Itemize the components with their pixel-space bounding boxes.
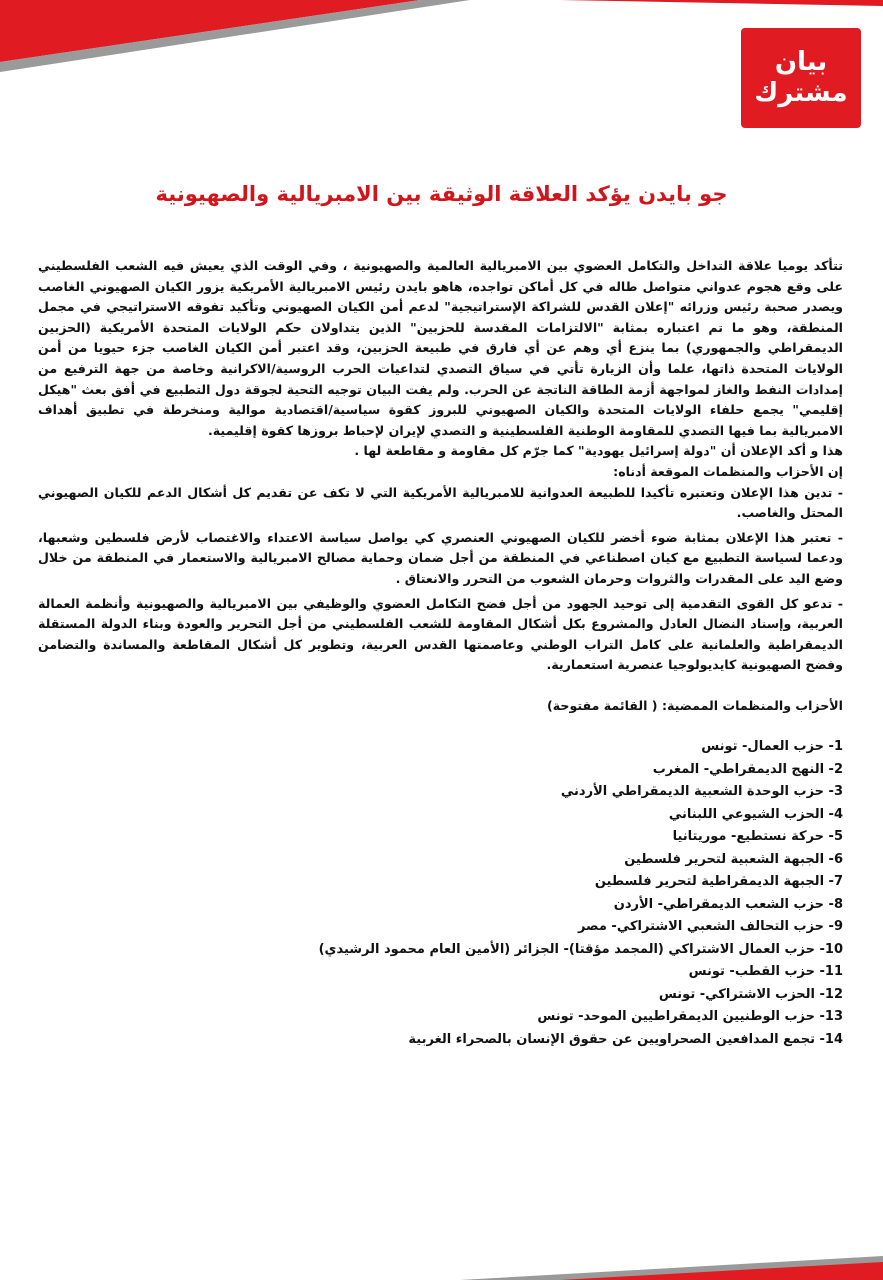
list-item: 8- حزب الشعب الديمقراطي- الأردن bbox=[613, 896, 843, 912]
list-item: 10- حزب العمال الاشتراكي (المجمد مؤقتا)- الجزائر (الأمين العام محمود الرشيدي) bbox=[318, 941, 843, 957]
list-item: 5- حركة نستطيع- موريتانيا bbox=[672, 829, 843, 845]
point-3: - تدعو كل القوى التقدمية إلى توحيد الجهود من أجل فضح التكامل العضوي والوظيفي بين الامبريالية والصهيونية وأنظمة العمالة العربية، وإسناد النضال العادل والمشروع بكل أشكال المقاومة للشعب الفلسطيني من أجل التحرير والعودة وبناء الدولة المستقلة الديمقراطية والعلمانية على كامل التراب الوطني وعاصمتها القدس العربية، وتطوير كل أشكال المقاطعة والمساندة والتضامن وفضح الصهيونية كايديولوجيا عنصرية استعمارية. bbox=[38, 595, 843, 673]
signatories-intro: إن الأحزاب والمنظمات الموقعة أدناه: bbox=[613, 463, 843, 479]
badge-line-1: بيان bbox=[774, 46, 828, 77]
point-1: - تدين هذا الإعلان وتعتبره تأكيدا للطبيعة العدوانية للامبريالية الأمريكية التي لا تكف عن تقديم كل أشكال الدعم للكيان الصهيوني المحتل والغاصب. bbox=[38, 484, 843, 521]
list-item: 2- النهج الديمقراطي- المغرب bbox=[652, 761, 843, 777]
list-item: 13- حزب الوطنيين الديمقراطيين الموحد- تونس bbox=[537, 1009, 843, 1025]
intro-paragraph: تتأكد يوميا علاقة التداخل والتكامل العضوي بين الامبريالية العالمية والصهيونية ، وفي الوقت الذي يعيش فيه الشعب الفلسطيني على وقع هجوم عدواني متواصل طاله في كل أماكن تواجده، هاهو بايدن رئيس الامبريالية الأمريكية يزور الكيان الصهيوني الغاصب ويصدر صحبة رئيس وزرائه "إعلان القدس للشراكة الإستراتيجية" لدعم أمن الكيان الصهيوني وتأكيد تفوقه الاستراتيجي في مجمل المنطقة، وهو ما تم اعتباره بمثابة "الالتزامات المقدسة للحزبين" الذين يتداولان حكم الولايات المتحدة الأمريكية (الحزبين الديمقراطي والجمهوري) بما ينزع أي وهم عن أي فارق في طبيعة الحزبين، وقد اعتبر أمن الكيان الغاصب جزء حيويا من أمن الولايات المتحدة ذاتها، علما وأن الزيارة تأتي في سياق التصدي لتداعيات الحرب الروسية/الاكرانية وخاصة من جهة الترفيع من إمدادات النفط والغاز لمواجهة أزمة الطاقة الناتجة عن الحرب. ولم يفت البيان توجيه التحية لجوقة دول التطبيع في أفق بعث "هيكل إقليمي" يجمع حلفاء الولايات المتحدة والكيان الصهيوني للبروز كقوة سياسية/اقتصادية موالية ومنخرطة في تطبيق أهداف الامبريالية بما فيها التصدي للمقاومة الوطنية الفلسطينية و التصدي لإيران لإحباط بروزها كقوة إقليمية. bbox=[38, 258, 843, 438]
signatories-list bbox=[38, 736, 843, 1051]
point-2: - تعتبر هذا الإعلان بمثابة ضوء أخضر للكيان الصهيوني العنصري كي يواصل سياسة الاعتداء والاغتصاب لأرض فلسطين وشعبها، ودعما لسياسة التطبيع مع كيان اصطناعي في المنطقة من أجل ضمان وحماية مصالح الامبريالية والاستعمار في المنطقة من خلال وضع اليد على المقدرات والثروات وحرمان الشعوب من التحرر والانعتاق . bbox=[38, 529, 843, 586]
list-item: 7- الجبهة الديمقراطية لتحرير فلسطين bbox=[594, 874, 843, 890]
badge-line-2: مشترك bbox=[754, 78, 848, 108]
signatories-heading: الأحزاب والمنظمات الممضية: ( القائمة مفتوحة) bbox=[547, 697, 843, 713]
statement-body bbox=[38, 256, 843, 1051]
page-title: جو بايدن يؤكد العلاقة الوثيقة بين الامبريالية والصهيونية bbox=[155, 182, 728, 206]
list-item: 14- تجمع المدافعين الصحراويين عن حقوق الإنسان بالصحراء الغربية bbox=[408, 1031, 843, 1047]
declaration-line: هذا و أكد الإعلان أن "دولة إسرائيل يهودية" كما جرّم كل مقاومة و مقاطعة لها . bbox=[354, 443, 843, 459]
top-right-red-band bbox=[560, 0, 883, 6]
list-item: 4- الحزب الشيوعي اللبناني bbox=[668, 806, 843, 822]
list-item: 9- حزب التحالف الشعبي الاشتراكي- مصر bbox=[577, 919, 843, 935]
joint-statement-badge bbox=[741, 28, 861, 128]
list-item: 12- الحزب الاشتراكي- تونس bbox=[658, 986, 843, 1002]
list-item: 1- حزب العمال- تونس bbox=[701, 739, 843, 755]
list-item: 6- الجبهة الشعبية لتحرير فلسطين bbox=[624, 851, 843, 867]
list-item: 3- حزب الوحدة الشعبية الديمقراطي الأردني bbox=[560, 784, 843, 800]
list-item: 11- حزب القطب- تونس bbox=[688, 964, 843, 980]
